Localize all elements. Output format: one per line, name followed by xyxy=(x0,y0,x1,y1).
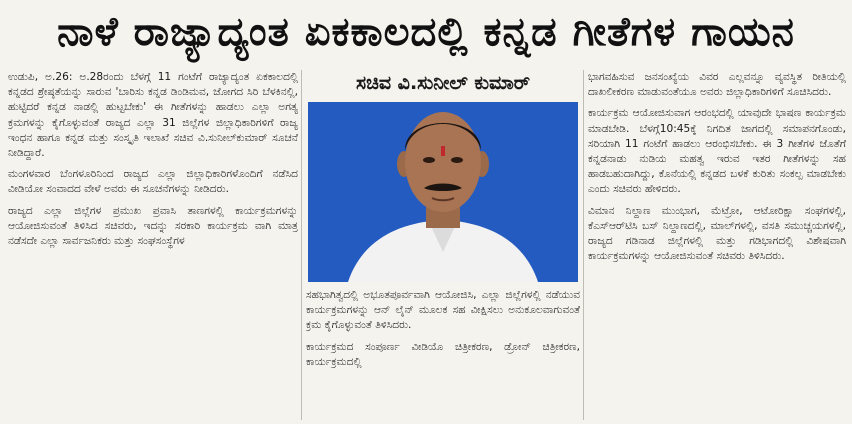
paragraph: ವಿಮಾನ ನಿಲ್ದಾಣ ಮುಂಭಾಗ, ಮೆಟ್ರೋ, ಆಟೋರಿಕ್ಷಾ ಸಂಘಗಳಲ್ಲಿ, ಕೆಎಸ್ಆರ್‌ಟಿಸಿ ಬಸ್ ನಿಲ್ದಾಣದಲ್ಲಿ, ಮಾಲ್‌ಗಳಲ್ಲಿ, ವಸತಿ ಸಮುಚ್ಚಯಗಳಲ್ಲಿ, ರಾಜ್ಯದ ಗಡಿನಾಡ ಜಿಲ್ಲೆಗಳಲ್ಲಿ ಮತ್ತು ಗಡಿಭಾಗದಲ್ಲಿ ವಿಶೇಷವಾಗಿ ಕಾರ್ಯಕ್ರಮಗಳನ್ನು ಆಯೋಜಿಸುವಂತೆ ಸಚಿವರು ತಿಳಿಸಿದರು. xyxy=(588,204,846,263)
portrait-illustration xyxy=(308,102,578,282)
paragraph: ಸಹಭಾಗಿತ್ವದಲ್ಲಿ ಅಭೂತಪೂರ್ವವಾಗಿ ಆಯೋಜಿಸಿ, ಎಲ್ಲಾ ಜಿಲ್ಲೆಗಳಲ್ಲಿ ನಡೆಯುವ ಕಾರ್ಯಕ್ರಮಗಳನ್ನು ಆನ್ ಲೈನ್ ಮೂಲಕ ಸಹ ವೀಕ್ಷಿಸಲು ಅನುಕೂಲವಾಗುವಂತೆ ಕ್ರಮ ಕೈಗೊಳ್ಳುವಂತೆ ತಿಳಿಸಿದರು. xyxy=(306,289,580,332)
paragraph: ಕಾರ್ಯಕ್ರಮ ಆಯೋಜಿಸುವಾಗ ಆರಂಭದಲ್ಲಿ ಯಾವುದೇ ಭಾಷಣ ಕಾರ್ಯಕ್ರಮ ಮಾಡಬೇಡಿ. ಬೆಳಗ್ಗೆ10:45ಕ್ಕೆ ನಿಗದಿತ ಜಾಗದಲ್ಲಿ ಸಮಾಪನಗೊಂಡು, ಸರಿಯಾಗಿ 11 ಗಂಟೆಗೆ ಹಾಡಲು ಆರಂಭಿಸಬೇಕು. ಈ 3 ಗೀತೆಗಳ ಜೊತೆಗೆ ಕನ್ನಡನಾಡು ನುಡಿಯ ಮಹತ್ವ ಇರುವ ಇತರ ಗೀತೆಗಳನ್ನು ಸಹ ಹಾಡಬಹುದಾಗಿದ್ದು, ಕೊನೆಯಲ್ಲಿ ಕನ್ನಡದ ಬಳಕೆ ಕುರಿತು ಸಂಕಲ್ಪ ಮಾಡಬೇಕು ಎಂದು ಸಚಿವರು ಹೇಳಿದರು. xyxy=(588,107,846,196)
paragraph: ಭಾಗವಹಿಸುವ ಜನಸಂಖ್ಯೆಯ ವಿವರ ಎಲ್ಲವನ್ನೂ ವ್ಯವಸ್ಥಿತ ರೀತಿಯಲ್ಲಿ ದಾಖಲೀಕರಣ ಮಾಡುವಂತೆಯೂ ಅವರು ಜಿಲ್ಲಾಧಿಕಾರಿಗಳಿಗೆ ಸೂಚಿಸಿದರು. xyxy=(588,71,846,99)
paragraph: ಮಂಗಳವಾರ ಬೆಂಗಳೂರಿನಿಂದ ರಾಜ್ಯದ ಎಲ್ಲಾ ಜಿಲ್ಲಾಧಿಕಾರಿಗಳೊಂದಿಗೆ ನಡೆಸಿದ ವೀಡಿಯೋ ಸಂವಾದದ ವೇಳೆ ಅವರು ಈ ಸೂಚನೆಗಳನ್ನು ನೀಡಿದರು. xyxy=(8,168,298,196)
headline: ನಾಳೆ ರಾಜ್ಯಾದ್ಯಂತ ಏಕಕಾಲದಲ್ಲಿ ಕನ್ನಡ ಗೀತೆಗಳ ಗಾಯನ xyxy=(57,9,795,55)
article-middle-column xyxy=(306,288,580,420)
photo-caption: ಸಚಿವ ವಿ.ಸುನೀಲ್ ಕುಮಾರ್ xyxy=(356,72,530,94)
article-left-column xyxy=(8,70,298,420)
article-right-column xyxy=(588,70,846,420)
paragraph: ರಾಜ್ಯದ ಎಲ್ಲಾ ಜಿಲ್ಲೆಗಳ ಪ್ರಮುಖ ಪ್ರವಾಸಿ ತಾಣಗಳಲ್ಲಿ ಕಾರ್ಯಕ್ರಮಗಳನ್ನು ಆಯೋಜಿಸುವಂತೆ ತಿಳಿಸಿದ ಸಚಿವರು, ಇದನ್ನು ಸರಕಾರಿ ಕಾರ್ಯಕ್ರಮ ವಾಗಿ ಮಾತ್ರ ನಡೆಸದೇ ಎಲ್ಲಾ ಸಾರ್ವಜನಿಕರು ಮತ್ತು ಸಂಘಸಂಸ್ಥೆಗಳ xyxy=(8,204,298,248)
paragraph: ಕಾರ್ಯಕ್ರಮದ ಸಂಪೂರ್ಣ ವೀಡಿಯೊ ಚಿತ್ರೀಕರಣ, ಡ್ರೋನ್ ಚಿತ್ರೀಕರಣ, ಕಾರ್ಯಕ್ರಮದಲ್ಲಿ xyxy=(306,340,580,368)
minister-photo xyxy=(308,102,578,282)
column-divider xyxy=(301,70,302,420)
column-divider xyxy=(583,70,584,420)
paragraph: ಉಡುಪಿ, ಅ.26: ಅ.28ರಂದು ಬೆಳಗ್ಗೆ 11 ಗಂಟೆಗೆ ರಾಜ್ಯಾದ್ಯಂತ ಏಕಕಾಲದಲ್ಲಿ ಕನ್ನಡದ ಶ್ರೇಷ್ಠತೆಯನ್ನು ಸಾರುವ 'ಬಾರಿಸು ಕನ್ನಡ ಡಿಂಡಿಮವ, ಜೋಗದ ಸಿರಿ ಬೆಳಕಿನಲ್ಲಿ, ಹುಟ್ಟಿದರೆ ಕನ್ನಡ ನಾಡಲ್ಲಿ ಹುಟ್ಟಬೇಕು' ಈ ಗೀತೆಗಳನ್ನು ಹಾಡಲು ಎಲ್ಲಾ ಅಗತ್ಯ ಕ್ರಮಗಳನ್ನು ಕೈಗೊಳ್ಳುವಂತೆ ರಾಜ್ಯದ ಎಲ್ಲಾ 31 ಜಿಲ್ಲೆಗಳ ಜಿಲ್ಲಾಧಿಕಾರಿಗಳಿಗೆ ರಾಜ್ಯ ಇಂಧನ ಹಾಗೂ ಕನ್ನಡ ಮತ್ತು ಸಂಸ್ಕೃತಿ ಇಲಾಖೆ ಸಚಿವ ವಿ.ಸುನೀಲ್‌ಕುಮಾರ್ ಸೂಚನೆ ನೀಡಿದ್ದಾರೆ. xyxy=(8,71,298,160)
